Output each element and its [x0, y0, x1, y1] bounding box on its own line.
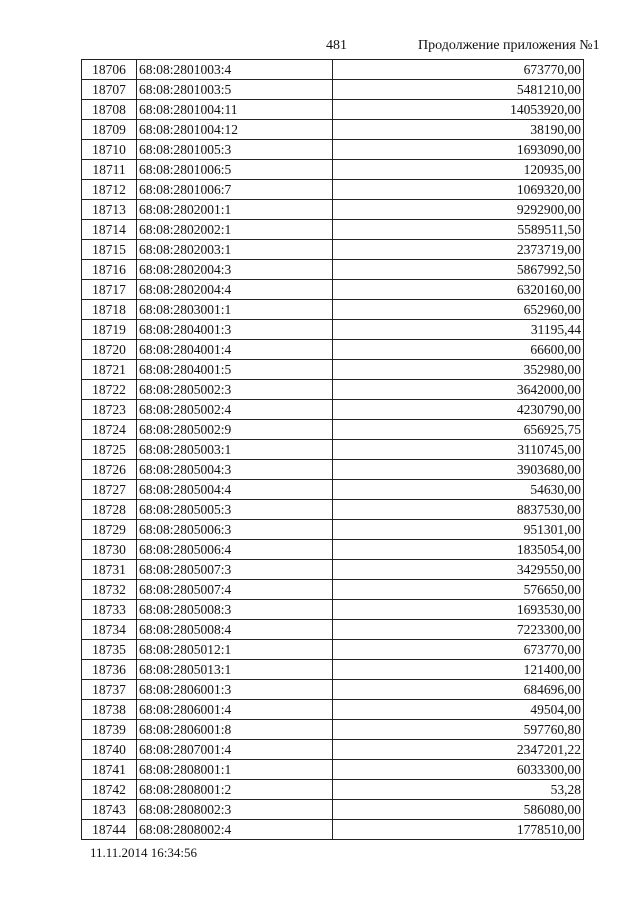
row-number-cell: 18726 — [82, 460, 137, 480]
cadastral-value-cell: 9292900,00 — [333, 200, 584, 220]
row-number-cell: 18744 — [82, 820, 137, 840]
cadastral-value-cell: 3642000,00 — [333, 380, 584, 400]
cadastral-value-cell: 1835054,00 — [333, 540, 584, 560]
row-number-cell: 18712 — [82, 180, 137, 200]
cadastral-number-cell: 68:08:2808001:2 — [137, 780, 333, 800]
cadastral-number-cell: 68:08:2802003:1 — [137, 240, 333, 260]
row-number-cell: 18721 — [82, 360, 137, 380]
cadastral-number-cell: 68:08:2805007:4 — [137, 580, 333, 600]
cadastral-value-cell: 656925,75 — [333, 420, 584, 440]
cadastral-number-cell: 68:08:2806001:8 — [137, 720, 333, 740]
cadastral-number-cell: 68:08:2808002:3 — [137, 800, 333, 820]
cadastral-number-cell: 68:08:2805002:9 — [137, 420, 333, 440]
row-number-cell: 18735 — [82, 640, 137, 660]
cadastral-value-cell: 4230790,00 — [333, 400, 584, 420]
table-row — [82, 260, 584, 280]
cadastral-number-cell: 68:08:2805006:4 — [137, 540, 333, 560]
cadastral-number-cell: 68:08:2801005:3 — [137, 140, 333, 160]
row-number-cell: 18734 — [82, 620, 137, 640]
row-number-cell: 18733 — [82, 600, 137, 620]
table-row — [82, 640, 584, 660]
row-number-cell: 18728 — [82, 500, 137, 520]
table-row — [82, 720, 584, 740]
cadastral-number-cell: 68:08:2805005:3 — [137, 500, 333, 520]
table-row — [82, 540, 584, 560]
appendix-title: Продолжение приложения №1 — [418, 38, 600, 53]
cadastral-value-cell: 652960,00 — [333, 300, 584, 320]
row-number-cell: 18739 — [82, 720, 137, 740]
row-number-cell: 18732 — [82, 580, 137, 600]
cadastral-value-cell: 1693090,00 — [333, 140, 584, 160]
table-row — [82, 660, 584, 680]
table-row — [82, 520, 584, 540]
cadastral-value-cell: 31195,44 — [333, 320, 584, 340]
cadastral-number-cell: 68:08:2808001:1 — [137, 760, 333, 780]
table-row — [82, 500, 584, 520]
cadastral-value-cell: 352980,00 — [333, 360, 584, 380]
cadastral-value-cell: 8837530,00 — [333, 500, 584, 520]
row-number-cell: 18713 — [82, 200, 137, 220]
row-number-cell: 18727 — [82, 480, 137, 500]
cadastral-number-cell: 68:08:2805008:3 — [137, 600, 333, 620]
table-row — [82, 680, 584, 700]
cadastral-number-cell: 68:08:2805012:1 — [137, 640, 333, 660]
row-number-cell: 18729 — [82, 520, 137, 540]
table-row — [82, 320, 584, 340]
row-number-cell: 18714 — [82, 220, 137, 240]
row-number-cell: 18737 — [82, 680, 137, 700]
row-number-cell: 18711 — [82, 160, 137, 180]
cadastral-value-cell: 673770,00 — [333, 640, 584, 660]
row-number-cell: 18723 — [82, 400, 137, 420]
table-row — [82, 820, 584, 840]
cadastral-number-cell: 68:08:2804001:5 — [137, 360, 333, 380]
cadastral-number-cell: 68:08:2801003:5 — [137, 80, 333, 100]
row-number-cell: 18717 — [82, 280, 137, 300]
cadastral-number-cell: 68:08:2801003:4 — [137, 60, 333, 80]
row-number-cell: 18719 — [82, 320, 137, 340]
cadastral-number-cell: 68:08:2802001:1 — [137, 200, 333, 220]
cadastral-number-cell: 68:08:2805003:1 — [137, 440, 333, 460]
cadastral-number-cell: 68:08:2802004:3 — [137, 260, 333, 280]
table-row — [82, 220, 584, 240]
row-number-cell: 18708 — [82, 100, 137, 120]
table-row — [82, 740, 584, 760]
table-row — [82, 460, 584, 480]
cadastral-value-cell: 1778510,00 — [333, 820, 584, 840]
cadastral-number-cell: 68:08:2802002:1 — [137, 220, 333, 240]
cadastral-value-cell: 120935,00 — [333, 160, 584, 180]
table-row — [82, 700, 584, 720]
table-row — [82, 120, 584, 140]
cadastral-value-cell: 5589511,50 — [333, 220, 584, 240]
row-number-cell: 18724 — [82, 420, 137, 440]
cadastral-number-cell: 68:08:2805004:3 — [137, 460, 333, 480]
table-row — [82, 480, 584, 500]
cadastral-number-cell: 68:08:2804001:3 — [137, 320, 333, 340]
table-row — [82, 300, 584, 320]
table-row — [82, 160, 584, 180]
row-number-cell: 18740 — [82, 740, 137, 760]
cadastral-number-cell: 68:08:2801004:11 — [137, 100, 333, 120]
row-number-cell: 18736 — [82, 660, 137, 680]
cadastral-value-cell: 3429550,00 — [333, 560, 584, 580]
table-row — [82, 580, 584, 600]
cadastral-number-cell: 68:08:2806001:4 — [137, 700, 333, 720]
table-row — [82, 340, 584, 360]
table-row — [82, 560, 584, 580]
cadastral-value-cell: 38190,00 — [333, 120, 584, 140]
row-number-cell: 18706 — [82, 60, 137, 80]
row-number-cell: 18709 — [82, 120, 137, 140]
cadastral-value-cell: 576650,00 — [333, 580, 584, 600]
cadastral-number-cell: 68:08:2807001:4 — [137, 740, 333, 760]
cadastral-value-cell: 1693530,00 — [333, 600, 584, 620]
table-row — [82, 180, 584, 200]
row-number-cell: 18720 — [82, 340, 137, 360]
table-row — [82, 620, 584, 640]
cadastral-value-cell: 49504,00 — [333, 700, 584, 720]
cadastral-value-cell: 54630,00 — [333, 480, 584, 500]
table-row — [82, 600, 584, 620]
cadastral-number-cell: 68:08:2801006:7 — [137, 180, 333, 200]
table-row — [82, 200, 584, 220]
table-row — [82, 140, 584, 160]
cadastral-number-cell: 68:08:2805002:3 — [137, 380, 333, 400]
row-number-cell: 18710 — [82, 140, 137, 160]
cadastral-value-cell: 121400,00 — [333, 660, 584, 680]
cadastral-number-cell: 68:08:2806001:3 — [137, 680, 333, 700]
row-number-cell: 18718 — [82, 300, 137, 320]
table-row — [82, 80, 584, 100]
cadastral-value-cell: 597760,80 — [333, 720, 584, 740]
cadastral-value-cell: 6320160,00 — [333, 280, 584, 300]
table-body — [82, 60, 584, 840]
cadastral-value-cell: 684696,00 — [333, 680, 584, 700]
cadastral-value-cell: 14053920,00 — [333, 100, 584, 120]
cadastral-number-cell: 68:08:2808002:4 — [137, 820, 333, 840]
table-row — [82, 60, 584, 80]
table-row — [82, 280, 584, 300]
table-row — [82, 240, 584, 260]
cadastral-value-cell: 586080,00 — [333, 800, 584, 820]
row-number-cell: 18725 — [82, 440, 137, 460]
cadastral-number-cell: 68:08:2805006:3 — [137, 520, 333, 540]
cadastral-value-cell: 66600,00 — [333, 340, 584, 360]
row-number-cell: 18741 — [82, 760, 137, 780]
cadastral-value-cell: 5867992,50 — [333, 260, 584, 280]
cadastral-number-cell: 68:08:2804001:4 — [137, 340, 333, 360]
cadastral-value-cell: 5481210,00 — [333, 80, 584, 100]
table-row — [82, 440, 584, 460]
row-number-cell: 18738 — [82, 700, 137, 720]
cadastral-number-cell: 68:08:2805007:3 — [137, 560, 333, 580]
row-number-cell: 18707 — [82, 80, 137, 100]
table-row — [82, 800, 584, 820]
row-number-cell: 18715 — [82, 240, 137, 260]
print-timestamp: 11.11.2014 16:34:56 — [90, 845, 198, 860]
table-row — [82, 420, 584, 440]
row-number-cell: 18730 — [82, 540, 137, 560]
cadastral-number-cell: 68:08:2801006:5 — [137, 160, 333, 180]
table-row — [82, 760, 584, 780]
table-row — [82, 380, 584, 400]
page-number: 481 — [326, 38, 347, 53]
cadastral-value-cell: 1069320,00 — [333, 180, 584, 200]
table-row — [82, 360, 584, 380]
cadastral-value-cell: 7223300,00 — [333, 620, 584, 640]
row-number-cell: 18742 — [82, 780, 137, 800]
cadastral-value-cell: 3903680,00 — [333, 460, 584, 480]
cadastral-value-table — [81, 59, 584, 840]
row-number-cell: 18722 — [82, 380, 137, 400]
cadastral-value-cell: 673770,00 — [333, 60, 584, 80]
cadastral-number-cell: 68:08:2805002:4 — [137, 400, 333, 420]
cadastral-number-cell: 68:08:2805008:4 — [137, 620, 333, 640]
cadastral-number-cell: 68:08:2805004:4 — [137, 480, 333, 500]
cadastral-number-cell: 68:08:2801004:12 — [137, 120, 333, 140]
cadastral-value-cell: 53,28 — [333, 780, 584, 800]
row-number-cell: 18743 — [82, 800, 137, 820]
cadastral-number-cell: 68:08:2802004:4 — [137, 280, 333, 300]
cadastral-number-cell: 68:08:2803001:1 — [137, 300, 333, 320]
cadastral-value-cell: 2347201,22 — [333, 740, 584, 760]
cadastral-value-cell: 6033300,00 — [333, 760, 584, 780]
row-number-cell: 18731 — [82, 560, 137, 580]
cadastral-number-cell: 68:08:2805013:1 — [137, 660, 333, 680]
table-row — [82, 100, 584, 120]
row-number-cell: 18716 — [82, 260, 137, 280]
cadastral-value-cell: 2373719,00 — [333, 240, 584, 260]
table-row — [82, 780, 584, 800]
cadastral-value-cell: 951301,00 — [333, 520, 584, 540]
cadastral-value-cell: 3110745,00 — [333, 440, 584, 460]
table-row — [82, 400, 584, 420]
